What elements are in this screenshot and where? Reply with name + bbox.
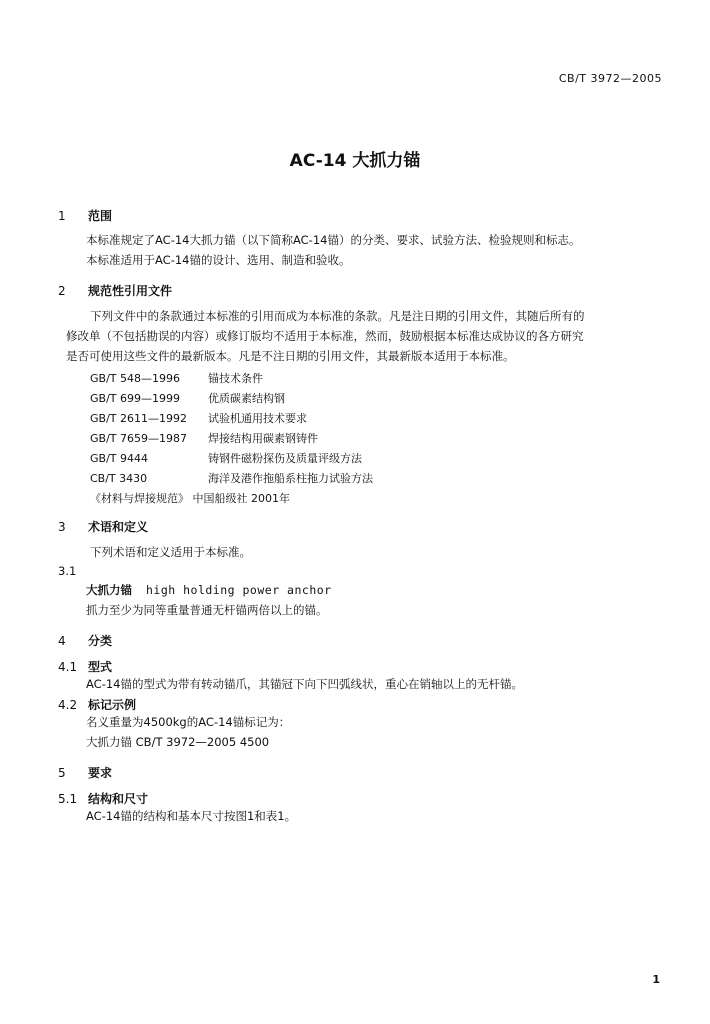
section-title: 分类 [88, 634, 113, 648]
reference-title: 优质碳素结构钢 [208, 392, 285, 405]
reference-title: 铸钢件磁粉探伤及质量评级方法 [208, 452, 362, 465]
reference-item [90, 370, 263, 386]
page-number: 1 [652, 973, 660, 986]
paragraph: AC-14锚的结构和基本尺寸按图1和表1。 [86, 809, 297, 823]
section-4-heading [58, 632, 112, 649]
section-title: 规范性引用文件 [88, 284, 173, 298]
paragraph: 修改单（不包括勘误的内容）或修订版均不适用于本标准，然而，鼓励根据本标准达成协议的各方研究 [66, 329, 584, 343]
section-title: 要求 [88, 766, 113, 780]
reference-code: GB/T 9444 [90, 452, 148, 465]
paragraph: 名义重量为4500kg的AC-14锚标记为： [86, 715, 291, 729]
section-number: 3 [58, 520, 66, 534]
reference-code: CB/T 3430 [90, 472, 148, 485]
reference-code: GB/T 548—1996 [90, 372, 180, 385]
section-1-heading [58, 207, 112, 224]
reference-code: GB/T 699—1999 [90, 392, 180, 405]
term-entry [86, 582, 332, 598]
reference-item [90, 450, 362, 466]
reference-item [90, 410, 307, 426]
section-3-heading [58, 518, 148, 535]
subsection-5-1-heading [58, 790, 148, 807]
paragraph: AC-14锚的型式为带有转动锚爪，其锚冠下向下凹弧线状，重心在销轴以上的无杆锚。 [86, 677, 523, 691]
subsection-number: 3.1 [58, 564, 77, 578]
section-title: 范围 [88, 209, 113, 223]
section-2-heading [58, 282, 172, 299]
section-title: 型式 [88, 660, 113, 674]
paragraph: 是否可使用这些文件的最新版本。凡是不注日期的引用文件，其最新版本适用于本标准。 [66, 349, 515, 363]
section-number: 4 [58, 634, 66, 648]
reference-title: 试验机通用技术要求 [208, 412, 307, 425]
section-number: 2 [58, 284, 66, 298]
standard-code: CB/T 3972—2005 [558, 72, 662, 85]
section-title: 标记示例 [88, 698, 137, 712]
reference-code: GB/T 7659—1987 [90, 432, 187, 445]
subsection-4-2-heading [58, 696, 136, 713]
paragraph: 本标准适用于AC-14锚的设计、选用、制造和验收。 [86, 253, 351, 267]
paragraph: 下列文件中的条款通过本标准的引用而成为本标准的条款。凡是注日期的引用文件，其随后所有的 [90, 309, 585, 323]
term-chinese: 大抓力锚 [86, 583, 132, 597]
reference-title: 焊接结构用碳素钢铸件 [208, 432, 318, 445]
term-definition: 抓力至少为同等重量普通无杆锚两倍以上的锚。 [86, 603, 328, 617]
section-title: 术语和定义 [88, 520, 149, 534]
term-english: high holding power anchor [146, 583, 332, 597]
section-number: 4.2 [58, 698, 78, 712]
subsection-4-1-heading [58, 658, 112, 675]
reference-title: 锚技术条件 [208, 372, 263, 385]
section-number: 5.1 [58, 792, 78, 806]
paragraph: 本标准规定了AC-14大抓力锚（以下简称AC-14锚）的分类、要求、试验方法、检验规则和标志。 [86, 233, 581, 247]
reference-item [90, 470, 373, 486]
reference-title: 海洋及港作拖船系柱拖力试验方法 [208, 472, 373, 485]
section-number: 1 [58, 209, 66, 223]
section-number: 4.1 [58, 660, 78, 674]
marking-example: 大抓力锚 CB/T 3972—2005 4500 [86, 735, 270, 749]
page-title: AC-14 大抓力锚 [289, 151, 421, 171]
reference-item [90, 430, 318, 446]
reference-item [90, 390, 285, 406]
reference-item: 《材料与焊接规范》 中国船级社 2001年 [90, 492, 290, 505]
section-number: 5 [58, 766, 66, 780]
reference-code: GB/T 2611—1992 [90, 412, 187, 425]
paragraph: 下列术语和定义适用于本标准。 [90, 545, 251, 559]
section-title: 结构和尺寸 [88, 792, 149, 806]
section-5-heading [58, 764, 112, 781]
